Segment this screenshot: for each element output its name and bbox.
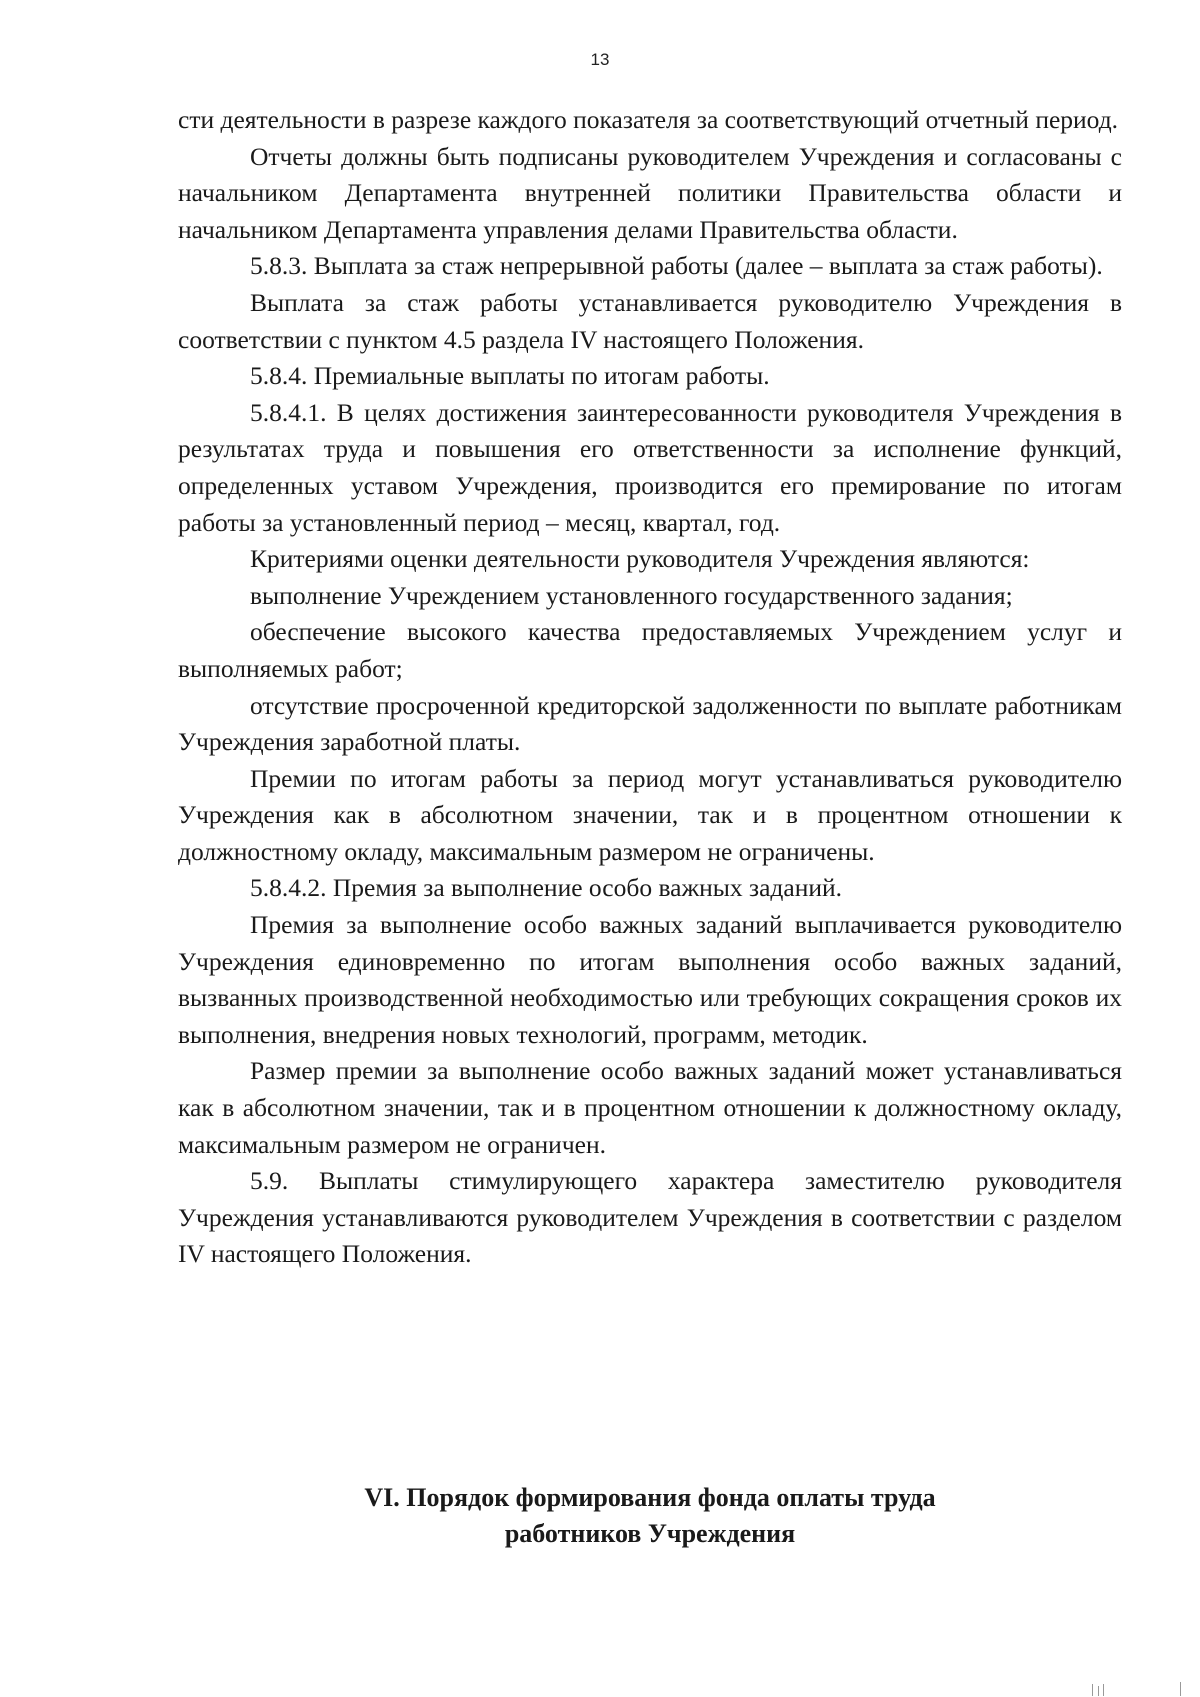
page-number: 13 <box>590 50 610 69</box>
paragraph: обеспечение высокого качества предоставляемых Учреждением услуг и выполняемых работ; <box>178 617 1122 683</box>
paragraph: Критериями оценки деятельности руководителя Учреждения являются: <box>250 544 1030 574</box>
body-text <box>178 102 1122 1273</box>
paragraph: Выплата за стаж работы устанавливается руководителю Учреждения в соответствии с пунктом 4.5 раздела IV настоящего Положения. <box>178 287 1122 354</box>
paragraph: 5.8.4.2. Премия за выполнение особо важных заданий. <box>250 873 843 903</box>
section-heading-line: работников Учреждения <box>504 1519 796 1548</box>
scan-artifact <box>1103 1684 1104 1696</box>
paragraph: 5.9. Выплаты стимулирующего характера заместителю руководителя Учреждения устанавливаются руководителем Учреждения в соответствии с разделом IV настоящего Положения. <box>178 1166 1122 1269</box>
section-heading-line: VI. Порядок формирования фонда оплаты труда <box>364 1483 936 1512</box>
scan-artifact <box>1098 1686 1099 1696</box>
paragraph: Отчеты должны быть подписаны руководителем Учреждения и согласованы с начальником Департамента внутренней политики Правительства области и начальником Департамента управления делами Правительства области. <box>178 141 1122 244</box>
scan-artifact <box>1092 1684 1093 1696</box>
paragraph: сти деятельности в разрезе каждого показателя за соответствующий отчетный период. <box>178 105 1119 134</box>
scan-artifact <box>1180 1682 1181 1696</box>
paragraph: Размер премии за выполнение особо важных заданий может устанавливаться как в абсолютном значении, так и в процентном отношении к должностному окладу, максимальным размером не ограничен. <box>178 1056 1122 1159</box>
paragraph: выполнение Учреждением установленного государственного задания; <box>250 580 1013 610</box>
section-heading <box>178 1480 1122 1552</box>
paragraph: Премия за выполнение особо важных заданий выплачивается руководителю Учреждения единовременно по итогам выполнения особо важных заданий, вызванных производственной необходимостью или требующих сокращения сроков их выполнения, внедрения новых технологий, программ, методик. <box>178 910 1122 1049</box>
paragraph: 5.8.4.1. В целях достижения заинтересованности руководителя Учреждения в результатах труда и повышения его ответственности за исполнение функций, определенных уставом Учреждения, производится его премирование по итогам работы за установленный период – месяц, квартал, год. <box>178 397 1122 537</box>
paragraph: Премии по итогам работы за период могут устанавливаться руководителю Учреждения как в абсолютном значении, так и в процентном отношении к должностному окладу, максимальным размером не ограничены. <box>178 763 1122 866</box>
paragraph: 5.8.4. Премиальные выплаты по итогам работы. <box>250 361 770 391</box>
paragraph: 5.8.3. Выплата за стаж непрерывной работы (далее – выплата за стаж работы). <box>250 251 1103 281</box>
paragraph: отсутствие просроченной кредиторской задолженности по выплате работникам Учреждения заработной платы. <box>178 690 1122 757</box>
